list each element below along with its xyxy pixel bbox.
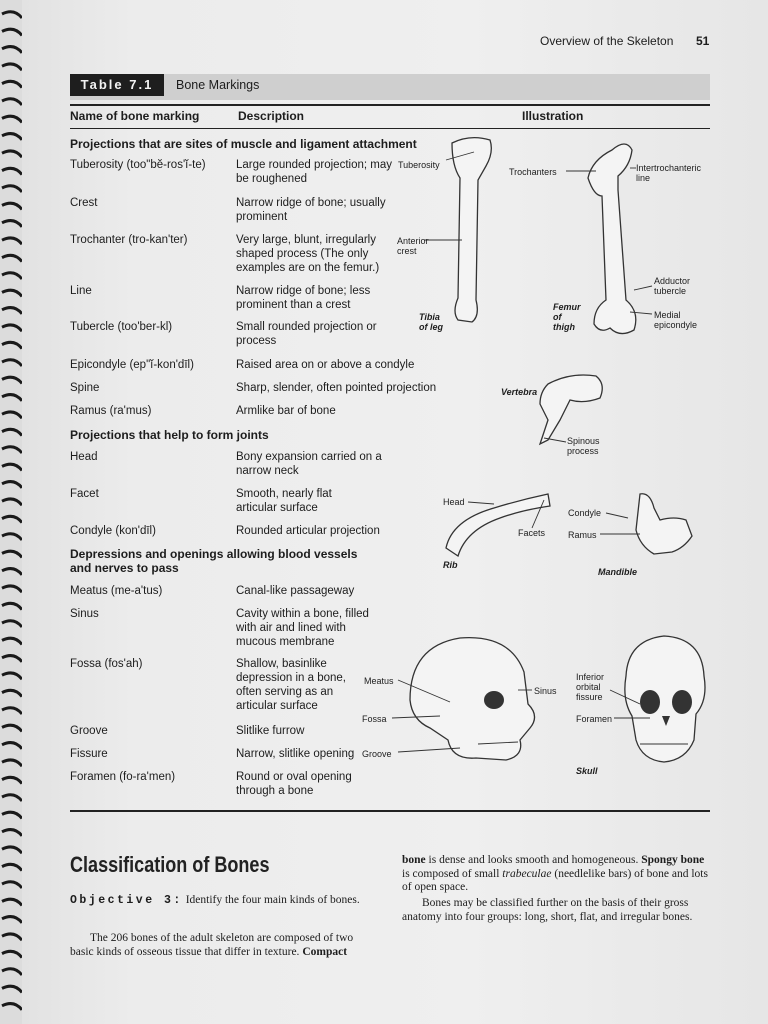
row-name: Trochanter (tro-kan'ter) bbox=[70, 234, 188, 246]
paragraph-2-part-3: (needlelike bars) of bone and lots of open space. bbox=[402, 867, 708, 893]
femur-drawing bbox=[588, 144, 636, 334]
row-description: Narrow, slitlike opening bbox=[236, 748, 355, 760]
label-inferior-orbital-fissure: Inferior orbital fissure bbox=[576, 672, 605, 702]
section-heading-attachment: Projections that are sites of muscle and ligament attachment bbox=[70, 137, 417, 151]
column-header-description: Description bbox=[238, 109, 305, 123]
paragraph-2 bbox=[402, 854, 708, 895]
label-ramus: Ramus bbox=[568, 530, 597, 540]
caption-vertebra: Vertebra bbox=[501, 387, 538, 397]
caption-rib: Rib bbox=[443, 560, 458, 570]
label-fossa: Fossa bbox=[362, 714, 387, 724]
column-header-name: Name of bone marking bbox=[70, 109, 200, 123]
frontal-skull-drawing bbox=[625, 636, 705, 762]
label-condyle: Condyle bbox=[568, 508, 602, 518]
label-head: Head bbox=[443, 497, 465, 507]
caption-femur: Femur of thigh bbox=[553, 302, 581, 332]
running-header: Overview of the Skeleton bbox=[540, 34, 674, 48]
tibia-drawing bbox=[452, 138, 491, 322]
row-name: Fossa (fos'ah) bbox=[70, 658, 143, 670]
objective-label: Objective 3: bbox=[70, 894, 183, 907]
row-name: Crest bbox=[70, 197, 98, 209]
row-description: Rounded articular projection bbox=[236, 525, 380, 537]
label-meatus: Meatus bbox=[364, 676, 394, 686]
label-spinous-process: Spinous process bbox=[567, 436, 600, 456]
section-heading-joints: Projections that help to form joints bbox=[70, 428, 269, 442]
paragraph-2-part-2: is composed of small bbox=[402, 867, 500, 880]
row-description: Armlike bar of bone bbox=[236, 405, 336, 417]
row-description: Bony expansion carried on a narrow neck bbox=[236, 451, 382, 477]
paragraph-2-part-1: is dense and looks smooth and homogeneous. bbox=[428, 854, 639, 866]
label-sinus: Sinus bbox=[534, 686, 557, 696]
label-facets: Facets bbox=[518, 528, 546, 538]
row-description: Very large, blunt, irregularly shaped process (The only examples are on the femur.) bbox=[236, 234, 380, 274]
term-compact: Compact bbox=[302, 945, 348, 958]
section-title: Classification of Bones bbox=[70, 852, 270, 877]
row-name: Sinus bbox=[70, 608, 99, 620]
row-name: Head bbox=[70, 451, 98, 463]
column-header-illustration: Illustration bbox=[522, 109, 584, 123]
row-description: Large rounded projection; may be roughened bbox=[236, 159, 392, 185]
label-medial-epicondyle: Medial epicondyle bbox=[654, 310, 698, 330]
row-name: Facet bbox=[70, 488, 99, 500]
row-name: Condyle (kon'dīl) bbox=[70, 525, 156, 537]
paragraph-3: Bones may be classified further on the basis of their gross anatomy into four groups: long, short, flat, and irregular bones. bbox=[402, 897, 693, 923]
mandible-drawing bbox=[636, 494, 692, 554]
table-name: Bone Markings bbox=[176, 78, 260, 92]
row-name: Tubercle (too'ber-kl) bbox=[70, 321, 173, 333]
term-spongy-bone: Spongy bone bbox=[641, 854, 705, 866]
label-groove: Groove bbox=[362, 749, 392, 759]
label-intertrochanteric-line: Intertrochanteric line bbox=[636, 163, 702, 183]
caption-mandible: Mandible bbox=[598, 567, 638, 577]
table-rule-bottom bbox=[70, 810, 710, 812]
objective-text: Identify the four main kinds of bones. bbox=[185, 894, 360, 906]
row-name: Groove bbox=[70, 725, 108, 737]
objective bbox=[70, 894, 375, 908]
row-name: Spine bbox=[70, 382, 100, 394]
table-number-tag: Table 7.1 bbox=[70, 74, 164, 96]
row-description: Narrow ridge of bone; less prominent than a crest bbox=[236, 285, 371, 311]
row-name: Meatus (me-a'tus) bbox=[70, 585, 163, 597]
term-bone: bone bbox=[402, 854, 426, 866]
row-description: Raised area on or above a condyle bbox=[236, 359, 415, 371]
row-name: Line bbox=[70, 285, 92, 297]
row-description: Small rounded projection or process bbox=[236, 321, 377, 347]
row-name: Epicondyle (ep"ĭ-kon'dīl) bbox=[70, 359, 194, 371]
row-name: Ramus (ra'mus) bbox=[70, 405, 152, 417]
caption-tibia: Tibia of leg bbox=[419, 312, 443, 332]
vertebra-drawing bbox=[540, 375, 602, 444]
label-trochanters: Trochanters bbox=[509, 167, 557, 177]
row-description: Sharp, slender, often pointed projection bbox=[236, 382, 437, 394]
row-description: Round or oval opening through a bone bbox=[236, 771, 352, 797]
section-heading-openings: Depressions and openings allowing blood vessels and nerves to pass bbox=[70, 547, 358, 575]
row-name: Foramen (fo-ra'men) bbox=[70, 771, 176, 783]
label-tuberosity: Tuberosity bbox=[398, 160, 440, 170]
term-trabeculae: trabeculae bbox=[502, 867, 552, 880]
lateral-skull-drawing bbox=[410, 638, 535, 760]
row-description: Cavity within a bone, filled with air and lined with mucous membrane bbox=[236, 608, 369, 648]
row-description: Canal-like passageway bbox=[236, 585, 355, 597]
label-foramen: Foramen bbox=[576, 714, 613, 724]
row-description: Narrow ridge of bone; usually prominent bbox=[236, 197, 386, 223]
paragraph-1 bbox=[70, 932, 375, 959]
row-description: Shallow, basinlike depression in a bone, often serving as an articular surface bbox=[236, 658, 346, 712]
row-description: Smooth, nearly flat articular surface bbox=[236, 488, 332, 514]
label-adductor-tubercle: Adductor tubercle bbox=[654, 276, 691, 296]
paragraph-1-text: The 206 bones of the adult skeleton are composed of two basic kinds of osseous tissue that differ in texture. bbox=[70, 932, 354, 958]
row-name: Fissure bbox=[70, 748, 108, 760]
label-anterior-crest: Anterior crest bbox=[397, 236, 429, 256]
caption-skull: Skull bbox=[576, 766, 598, 776]
row-description: Slitlike furrow bbox=[236, 725, 305, 737]
row-name: Tuberosity (too"bĕ-ros'ĭ-te) bbox=[70, 159, 206, 171]
page-number: 51 bbox=[696, 34, 710, 48]
